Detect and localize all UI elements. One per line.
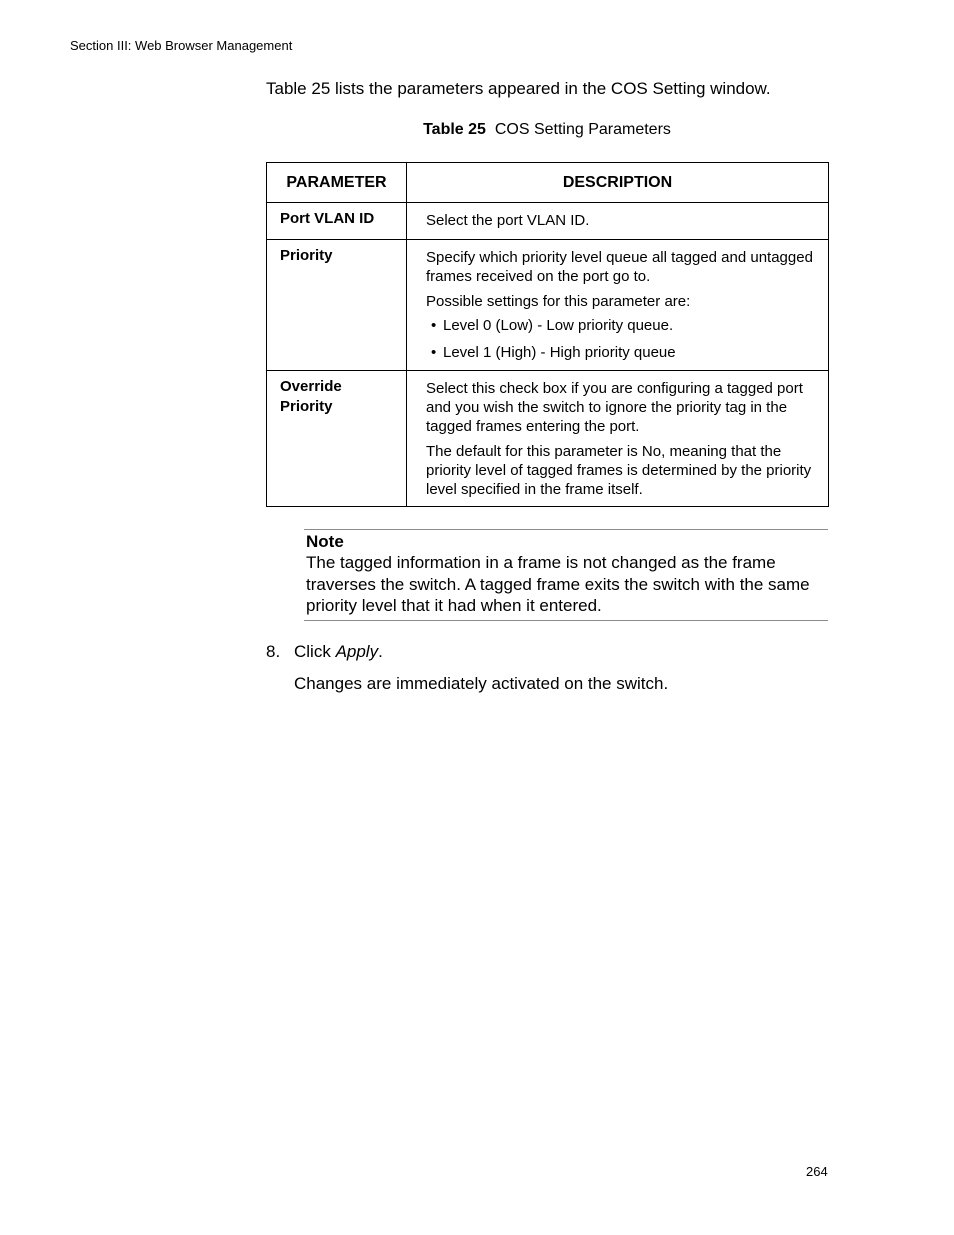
table-caption-title: COS Setting Parameters — [494, 121, 671, 138]
step-result: Changes are immediately activated on the switch. — [294, 674, 669, 693]
settings-list — [426, 316, 814, 362]
table-caption-label: Table 25 — [423, 121, 486, 138]
table-header-row — [267, 163, 829, 203]
description-paragraph: Specify which priority level queue all tagged and untagged frames received on the port go to. — [426, 249, 813, 285]
intro-paragraph: Table 25 lists the parameters appeared in the COS Setting window. — [266, 79, 771, 98]
column-header-description: DESCRIPTION — [407, 163, 829, 203]
note-title: Note — [306, 532, 344, 551]
table-row — [267, 240, 829, 371]
table-caption — [266, 121, 828, 139]
bullet-icon: • — [431, 344, 437, 361]
description-paragraph: Select this check box if you are configuring a tagged port and you wish the switch to ignore the priority tag in the tagged frames entering the port. — [426, 380, 803, 435]
parameter-name: Port VLAN ID — [267, 203, 407, 240]
parameter-description — [407, 371, 829, 507]
description-paragraph: The default for this parameter is No, meaning that the priority level of tagged frames is determined by the priority level specified in the frame itself. — [426, 443, 812, 498]
step-suffix: . — [378, 642, 383, 661]
running-head: Section III: Web Browser Management — [70, 38, 293, 53]
step-number: 8. — [266, 642, 281, 661]
bullet-icon: • — [431, 317, 437, 334]
procedure-step — [266, 642, 383, 662]
parameter-description — [407, 203, 829, 240]
parameters-table — [266, 162, 829, 507]
table-row — [267, 371, 829, 507]
note-body: The tagged information in a frame is not changed as the frame traverses the switch. A tagged frame exits the switch with the same priority level that it had when it entered. — [306, 553, 810, 615]
parameter-name: Override Priority — [267, 371, 407, 507]
list-item-text: Level 0 (Low) - Low priority queue. — [443, 317, 674, 334]
parameter-name: Priority — [267, 240, 407, 371]
list-item — [426, 316, 814, 335]
column-header-parameter: PARAMETER — [267, 163, 407, 203]
page-number: 264 — [806, 1164, 828, 1179]
step-prefix: Click — [294, 642, 336, 661]
list-item — [426, 343, 814, 362]
description-paragraph: Possible settings for this parameter are: — [426, 293, 691, 310]
table-row — [267, 203, 829, 240]
note-box — [304, 529, 828, 621]
parameter-description — [407, 240, 829, 371]
list-item-text: Level 1 (High) - High priority queue — [443, 344, 676, 361]
description-paragraph: Select the port VLAN ID. — [426, 212, 590, 229]
step-action: Apply — [335, 642, 379, 661]
